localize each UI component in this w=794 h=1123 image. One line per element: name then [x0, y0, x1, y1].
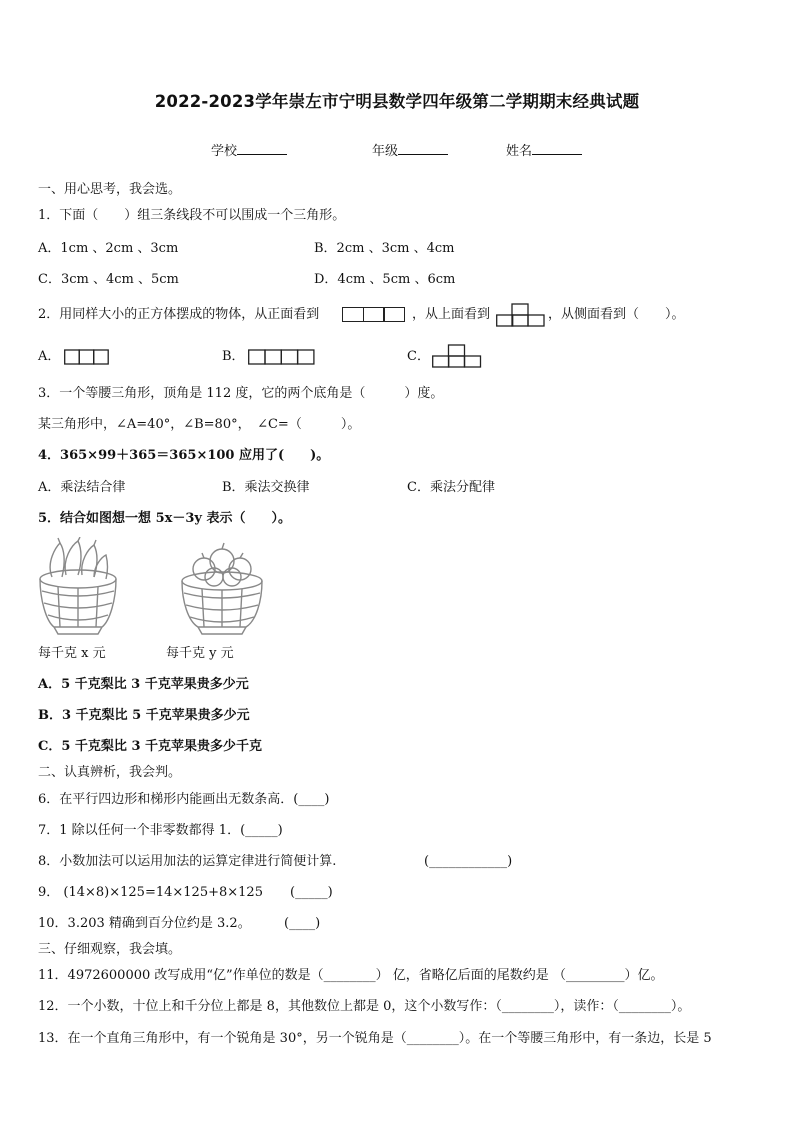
q4-stem: 4．365×99＋365＝365×100 应用了( )。: [38, 448, 330, 463]
grade-field[interactable]: [372, 142, 448, 160]
q9-stem: 9． (14×8)×125=14×125+8×125: [38, 885, 263, 900]
name-blank[interactable]: [532, 142, 582, 155]
q2-top-view: [496, 303, 546, 327]
q11-stem: 11．4972600000 改写成用“亿”作单位的数是（________） 亿，省略亿后面的尾数约是 （_________）亿。: [38, 968, 664, 983]
school-field[interactable]: [211, 142, 287, 160]
q3-line2: 某三角形中，∠A=40°，∠B=80°， ∠C=（ ）。: [38, 417, 361, 432]
q8-stem: 8．小数加法可以运用加法的运算定律进行简便计算.: [38, 854, 337, 869]
q4-option-b[interactable]: B．乘法交换律: [222, 480, 310, 495]
q1-option-c[interactable]: C．3cm 、4cm 、5cm: [38, 272, 179, 287]
q13-stem: 13．在一个直角三角形中，有一个锐角是 30°，另一个锐角是（________）。在一个等腰三角形中，有一条边，长是 5: [38, 1031, 712, 1046]
q1-option-b[interactable]: B．2cm 、3cm 、4cm: [314, 241, 455, 256]
q10-blank[interactable]: (____): [284, 916, 321, 931]
q1-stem: 1．下面（ ）组三条线段不可以围成一个三角形。: [38, 208, 346, 223]
name-label: 姓名: [506, 144, 533, 159]
q2-option-a-label: A．: [38, 349, 61, 364]
q4-option-c[interactable]: C．乘法分配律: [407, 480, 495, 495]
q5-caption-pear: 每千克 x 元: [38, 646, 106, 661]
q2-stem-part3: ，从侧面看到（ ）。: [548, 307, 685, 322]
q2-option-c[interactable]: [407, 349, 430, 365]
q2-option-b-figure: [248, 349, 316, 369]
q1-option-d[interactable]: D．4cm 、5cm 、6cm: [314, 272, 456, 287]
q9-blank[interactable]: (_____): [290, 885, 333, 900]
q5-option-c[interactable]: C．5 千克梨比 3 千克苹果贵多少千克: [38, 739, 263, 754]
school-label: 学校: [211, 144, 238, 159]
q5-caption-apple: 每千克 y 元: [166, 646, 234, 661]
section-heading-3: 三、仔细观察，我会填。: [38, 942, 182, 957]
school-blank[interactable]: [237, 142, 287, 155]
q1-option-a[interactable]: A．1cm 、2cm 、3cm: [38, 241, 179, 256]
section-heading-1: 一、用心思考，我会选。: [38, 182, 182, 197]
q5-option-a[interactable]: A．5 千克梨比 3 千克苹果贵多少元: [38, 677, 249, 692]
page-title: 2022-2023学年崇左市宁明县数学四年级第二学期期末经典试题: [154, 92, 640, 111]
q2-option-a-figure: [64, 349, 110, 369]
name-field[interactable]: [506, 142, 582, 160]
section-heading-2: 二、认真辨析，我会判。: [38, 765, 182, 780]
q2-option-c-figure: [432, 344, 484, 372]
grade-blank[interactable]: [398, 142, 448, 155]
q2-option-b-label: B．: [222, 349, 245, 364]
q2-stem-part1: 2．用同样大小的正方体摆成的物体，从正面看到: [38, 307, 320, 322]
q12-stem: 12．一个小数，十位上和千分位上都是 8，其他数位上都是 0，这个小数写作：（________），读作：（________）。: [38, 999, 691, 1014]
q7-stem: 7．1 除以任何一个非零数都得 1．(_____): [38, 823, 283, 838]
q6-stem: 6．在平行四边形和梯形内能画出无数条高．(____): [38, 792, 330, 807]
q2-stem-part2: ，从上面看到: [412, 307, 491, 322]
q8-blank[interactable]: (____________): [424, 854, 513, 869]
q10-stem: 10．3.203 精确到百分位约是 3.2。: [38, 916, 251, 931]
q2-option-b[interactable]: [222, 349, 245, 365]
apple-basket-image: [178, 537, 266, 641]
grade-label: 年级: [372, 144, 399, 159]
q4-option-a[interactable]: A．乘法结合律: [38, 480, 126, 495]
q2-option-a[interactable]: [38, 349, 60, 365]
q5-option-b[interactable]: B．3 千克梨比 5 千克苹果贵多少元: [38, 708, 250, 723]
q2-option-c-label: C．: [407, 349, 430, 364]
pear-basket-image: [36, 537, 120, 641]
q2-stem: [38, 307, 319, 323]
q5-stem: 5．结合如图想一想 5x－3y 表示（ ）。: [38, 511, 291, 526]
q2-front-view: [342, 307, 405, 323]
q3-stem: 3．一个等腰三角形，顶角是 112 度，它的两个底角是（ ）度。: [38, 386, 444, 401]
